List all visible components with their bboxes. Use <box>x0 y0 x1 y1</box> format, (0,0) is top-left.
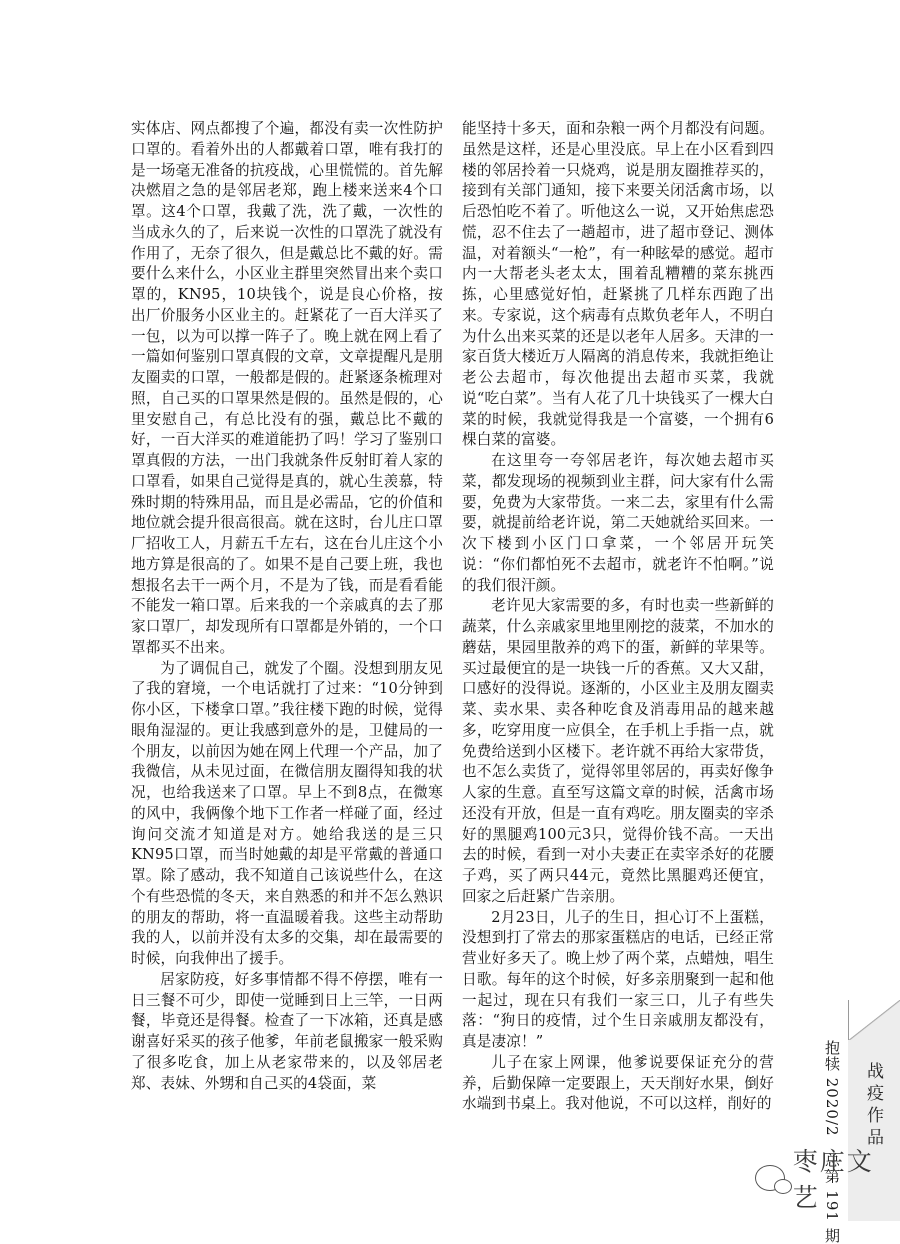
watermark <box>755 1147 900 1212</box>
right-column <box>462 119 774 1115</box>
left-column <box>131 119 443 1094</box>
paragraph: 为了调侃自己，就发了个圈。没想到朋友见了我的窘境，一个电话就打了过来：“10分钟到你小区，下楼拿口罩。”我往楼下跑的时候，觉得眼角湿湿的。更让我感到意外的是，卫健局的一个朋友，以前因为她在网上代理一个产品，加了我微信，从未见过面，在微信朋友圈得知我的状况，也给我送来了口罩。早上不到8点，在微寒的风中，我俩像个地下工作者一样碰了面，经过询问交流才知道是对方。她给我送的是三只KN95口罩，而当时她戴的却是平常戴的普通口罩。除了感动，我不知道自己该说些什么，在这个有些恐慌的冬天，来自熟悉的和并不怎么熟识的朋友的帮助，将一直温暖着我。这些主动帮助我的人，以前并没有太多的交集，却在最需要的时候，向我伸出了援手。 <box>131 659 443 967</box>
section-label: 战疫作品 <box>863 1062 883 1150</box>
paragraph: 在这里夸一夸邻居老许，每次她去超市买菜，都发现场的视频到业主群，问大家有什么需要，免费为大家带货。一来二去，家里有什么需要，就提前给老许说，第二天她就给买回来。一次下楼到小区门口拿菜，一个邻居开玩笑说：“你们都怕死不去超市，就老许不怕啊。”说的我们很汗颜。 <box>462 452 774 594</box>
paragraph: 2月23日，儿子的生日，担心订不上蛋糕，没想到打了常去的那家蛋糕店的电话，已经正常营业好多天了。晚上炒了两个菜，点蜡烛，唱生日歌。每年的这个时候，好多亲朋聚到一起和他一起过，现在只有我们一家三口，儿子有些失落：“狗日的疫情，过个生日亲戚朋友都没有，真是凄凉！” <box>462 908 774 1050</box>
watermark-text: 枣庄文艺 <box>792 1147 874 1212</box>
wechat-icon <box>755 1165 785 1191</box>
paragraph: 老许见大家需要的多，有时也卖一些新鲜的蔬菜，什么亲戚家里地里刚挖的菠菜，不加水的蘑菇，果园里散养的鸡下的蛋，新鲜的苹果等。买过最便宜的是一块钱一斤的香蕉。又大又甜，口感好的没得说。逐渐的，小区业主及朋友圈卖菜、卖水果、卖各种吃食及消毒用品的越来越多，吃穿用度一应俱全，在手机上手指一点，就免费给送到小区楼下。老许就不再给大家带货，也不怎么卖货了，觉得邻里邻居的，再卖好像争人家的生意。直至写这篇文章的时候，活禽市场还没有开放，但是一直有鸡吃。朋友圈卖的宰杀好的黑腿鸡100元3只，觉得价钱不高。一天出去的时候，看到一对小夫妻正在卖宰杀好的花腰子鸡，买了两只44元，竟然比黑腿鸡还便宜，回家之后赶紧广告亲朋。 <box>462 597 774 905</box>
issue-info: 抱犊 2020/2 总第 191 期 <box>823 1040 841 1244</box>
paragraph: 能坚持十多天，面和杂粮一两个月都没有问题。虽然是这样，还是心里没底。早上在小区看到四楼的邻居拎着一只烧鸡，说是朋友圈推荐买的，接到有关部门通知，接下来要关闭活禽市场，以后恐怕吃不着了。听他这么一说，又开始焦虑恐慌，忍不住去了一趟超市，进了超市登记、测体温，对着额头“一枪”，有一种眩晕的感觉。超市内一大帮老头老太太，围着乱糟糟的菜东挑西拣，心里感觉好怕，赶紧挑了几样东西跑了出来。专家说，这个病毒有点欺负老年人，不明白为什么出来买菜的还是以老年人居多。天津的一家百货大楼近万人隔离的消息传来，我就拒绝让老公去超市，每次他提出去超市买菜，我就说“吃白菜”。当有人花了几十块钱买了一棵大白菜的时候，我就觉得我是一个富婆，一个拥有6棵白菜的富婆。 <box>462 120 774 449</box>
paragraph: 居家防疫，好多事情都不得不停摆，唯有一日三餐不可少，即使一觉睡到日上三竿，一日两餐，毕竟还是得餐。检查了一下冰箱，还真是感谢喜好采买的孩子他爹，年前老鼠搬家一般采购了很多吃食，加上从老家带来的，以及邻居老郑、表妹、外甥和自己买的4袋面，菜 <box>131 970 443 1092</box>
section-tab-corner <box>849 1000 900 1040</box>
paragraph: 实体店、网点都搜了个遍，都没有卖一次性防护口罩的。看着外出的人都戴着口罩，唯有我打的是一场毫无准备的抗疫战，心里慌慌的。首先解决燃眉之急的是邻居老郑，跑上楼来送来4个口罩。这4个口罩，我戴了洗，洗了戴，一次性的当成永久的了，后来说一次性的口罩洗了就没有作用了，无奈了很久，但是戴总比不戴的好。需要什么来什么，小区业主群里突然冒出来个卖口罩的，KN95，10块钱个，说是良心价格，按出厂价服务小区业主的。赶紧花了一百大洋买了一包，以为可以撑一阵子了。晚上就在网上看了一篇如何鉴别口罩真假的文章，文章提醒凡是朋友圈卖的口罩，一般都是假的。赶紧逐条梳理对照，自己买的口罩果然是假的。虽然是假的，心里安慰自己，有总比没有的强，戴总比不戴的好，一百大洋买的难道能扔了吗！学习了鉴别口罩真假的方法，一出门我就条件反射盯着人家的口罩看，如果自己觉得是真的，就心生羡慕，特殊时期的特殊用品，而且是必需品，它的价值和地位就会提升很高很高。就在这时，台儿庄口罩厂招收工人，月薪五千左右，这在台儿庄这个小地方算是很高的了。如果不是自己要上班，我也想报名去干一两个月，不是为了钱，而是看看能不能发一箱口罩。后来我的一个亲戚真的去了那家口罩厂，却发现所有口罩都是外销的，一个口罩都买不出来。 <box>131 120 443 656</box>
paragraph: 儿子在家上网课，他爹说要保证充分的营养，后勤保障一定要跟上，天天削好水果，倒好水端到书桌上。我对他说，不可以这样，削好的 <box>462 1053 774 1113</box>
